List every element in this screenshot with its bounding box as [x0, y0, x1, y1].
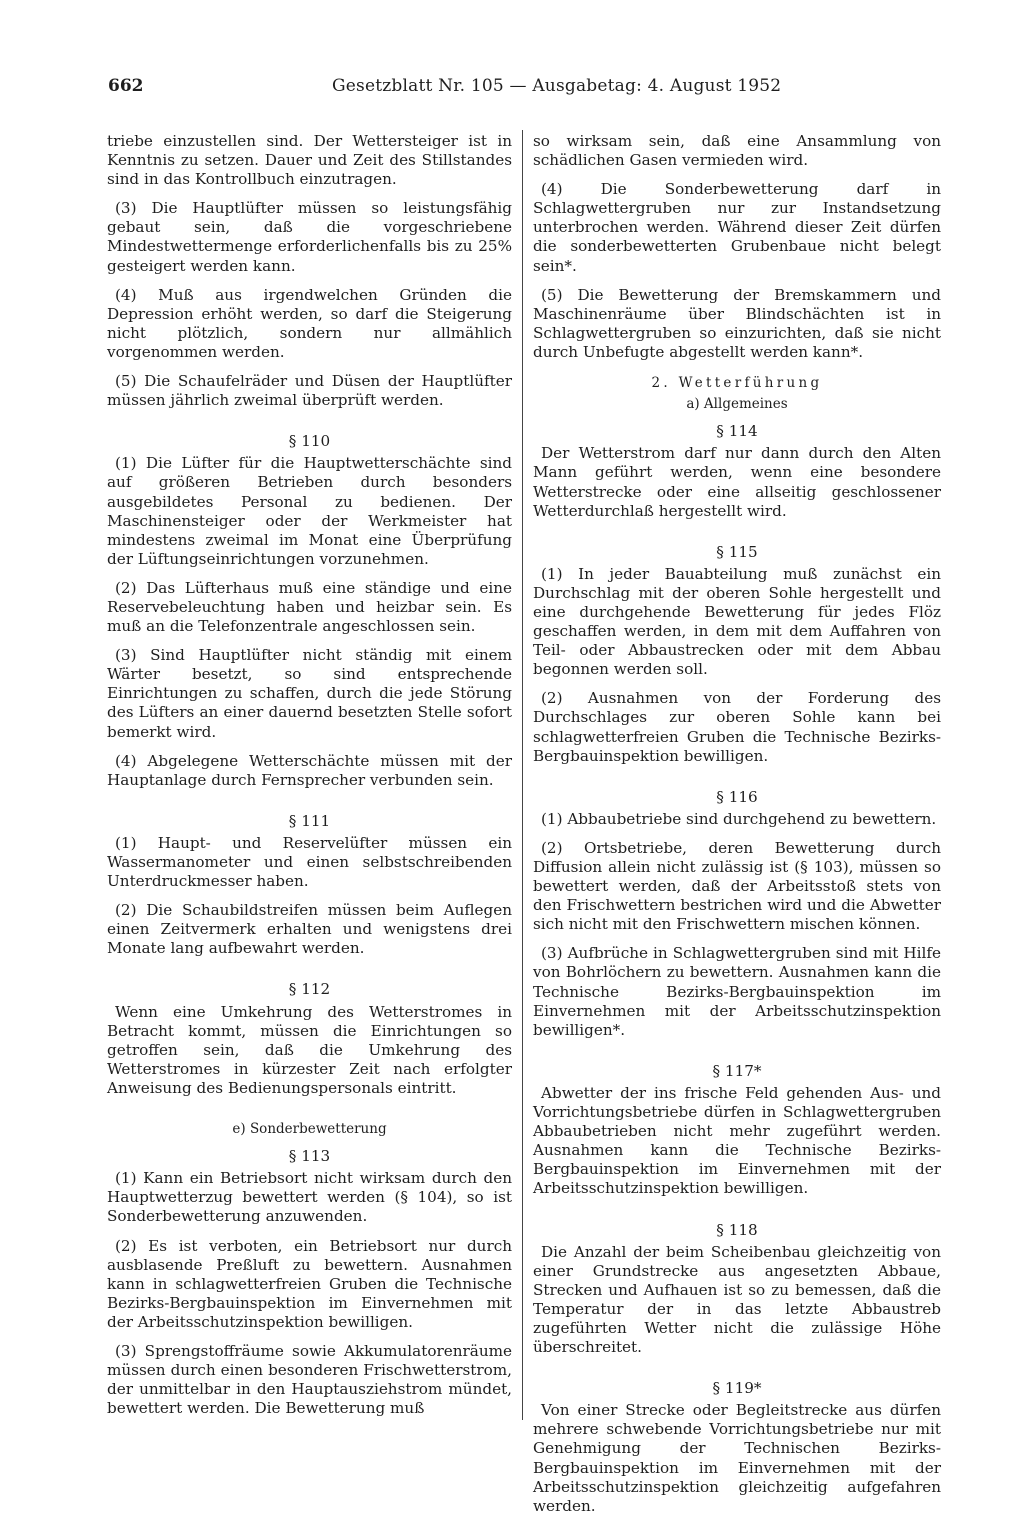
section-heading-114: § 114 [716, 422, 758, 441]
column-divider [522, 130, 523, 1420]
section-heading-110: § 110 [288, 432, 331, 451]
section-heading-116: § 116 [716, 787, 758, 806]
left-column [107, 132, 512, 1428]
section-heading-113: § 113 [288, 1147, 331, 1166]
page-number: 662 [108, 76, 144, 96]
paragraph-110-2: (2) Das Lüfterhaus muß eine ständige und eine Reservebeleuchtung haben und heizbar sein. Es muß an die Telefonzentrale angeschlossen sein. [107, 578, 512, 636]
paragraph-109-3: (3) Die Hauptlüfter müssen so leistungsfähig gebaut sein, daß die vorgeschriebene Mindestwettermenge erforderlichenfalls bis zu 25% gesteigert werden kann. [107, 199, 512, 275]
paragraph-109-5: (5) Die Schaufelräder und Düsen der Hauptlüfter müssen jährlich zweimal überprüft werden. [107, 372, 512, 410]
paragraph-116-1: (1) Abbaubetriebe sind durchgehend zu bewettern. [541, 809, 937, 828]
paragraph-113-2: (2) Es ist verboten, ein Betriebsort nur durch ausblasende Preßluft zu bewettern. Ausnahmen kann in schlagwetterfreien Gruben die Technische Bezirks-Bergbauinspektion im Einvernehmen mit der Arbeitsschutzinspektion bewilligen. [107, 1236, 512, 1331]
paragraph-111-2: (2) Die Schaubildstreifen müssen beim Auflegen einen Zeitvermerk erhalten und wenigstens drei Monate lang aufbewahrt werden. [107, 901, 512, 958]
paragraph-113-1: (1) Kann ein Betriebsort nicht wirksam durch den Hauptwetterzug bewettert werden (§ 104), so ist Sonderbewetterung anzuwenden. [107, 1169, 512, 1226]
paragraph-110-4: (4) Abgelegene Wetterschächte müssen mit der Hauptanlage durch Fernsprecher verbunden sein. [107, 751, 512, 789]
page-header [108, 76, 938, 104]
paragraph-112: Wenn eine Umkehrung des Wetterstromes in Betracht kommt, müssen die Einrichtungen so getroffen sein, daß die Umkehrung des Wetterstromes in kürzester Zeit nach erfolgter Anweisung des Bedienungspersonals eintritt. [107, 1002, 512, 1097]
section-heading-111: § 111 [288, 811, 331, 830]
subheading-sonderbewetterung: e) Sonderbewetterung [232, 1121, 387, 1138]
paragraph-116-3: (3) Aufbrüche in Schlagwettergruben sind mit Hilfe von Bohrlöchern zu bewettern. Ausnahmen kann die Technische Bezirks-Bergbauinspektion im Einvernehmen mit der Arbeitsschutzinspektion bewilligen*. [533, 944, 941, 1039]
paragraph-113-5: (5) Die Bewetterung der Bremskammern und Maschinenräume über Blindschächten ist in Schlagwettergruben so einzurichten, daß sie nicht durch Unbefugte abgestellt werden kann*. [533, 285, 941, 361]
right-column [533, 132, 941, 1526]
paragraph-110-3: (3) Sind Hauptlüfter nicht ständig mit einem Wärter besetzt, so sind entsprechende Einrichtungen zu schaffen, durch die jede Störung des Lüfters an einer dauernd besetzten Stelle sofort bemerkt wird. [107, 646, 512, 741]
paragraph-115-1: (1) In jeder Bauabteilung muß zunächst ein Durchschlag mit der oberen Sohle hergestellt und eine durchgehende Bewetterung für jedes Flöz geschaffen werden, in dem mit dem Auffahren von Teil- oder Abbaustrecken oder mit dem Abbau begonnen werden soll. [533, 564, 941, 679]
paragraph-110-1: (1) Die Lüfter für die Hauptwetterschächte sind auf größeren Betrieben durch besonders ausgebildetes Personal zu bedienen. Der Maschinensteiger oder der Werkmeister hat mindestens zweimal im Monat eine Überprüfung der Lüftungseinrichtungen vorzunehmen. [107, 454, 512, 568]
section-heading-117: § 117* [712, 1061, 762, 1080]
section-heading-112: § 112 [288, 980, 331, 999]
paragraph-113-3: (3) Sprengstoffräume sowie Akkumulatorenräume müssen durch einen besonderen Frischwetterstrom, der unmittelbar in den Hauptausziehstrom mündet, bewettert werden. Die Bewetterung muß [107, 1341, 512, 1418]
section-heading-115: § 115 [716, 542, 758, 561]
paragraph-114: Der Wetterstrom darf nur dann durch den Alten Mann geführt werden, wenn eine besondere Wetterstrecke oder eine allseitig geschlossener Wetterdurchlaß hergestellt wird. [533, 444, 941, 520]
paragraph-109-4: (4) Muß aus irgendwelchen Gründen die Depression erhöht werden, so darf die Steigerung nicht plötzlich, sondern nur allmählich vorgenommen werden. [107, 285, 512, 361]
paragraph-117: Abwetter der ins frische Feld gehenden Aus- und Vorrichtungsbetriebe dürfen in Schlagwettergruben Abbaubetrieben nicht mehr zugeführt werden. Ausnahmen kann die Technische Bezirks-Bergbauinspektion im Einvernehmen mit der Arbeitsschutzinspektion bewilligen. [533, 1083, 941, 1198]
subheading-allgemeines: a) Allgemeines [686, 396, 788, 413]
paragraph-continuation-right: so wirksam sein, daß eine Ansammlung von schädlichen Gasen vermieden wird. [533, 132, 941, 170]
paragraph-119: Von einer Strecke oder Begleitstrecke aus dürfen mehrere schwebende Vorrichtungsbetriebe nur mit Genehmigung der Technischen Bezirks-Bergbauinspektion im Einvernehmen mit der Arbeitsschutzinspektion gleichzeitig aufgefahren werden. [533, 1401, 941, 1515]
paragraph-113-4: (4) Die Sonderbewetterung darf in Schlagwettergruben nur zur Instandsetzung unterbrochen werden. Während dieser Zeit dürfen die sonderbewetterten Grubenbaue nicht belegt sein*. [533, 180, 941, 275]
paragraph-115-2: (2) Ausnahmen von der Forderung des Durchschlages zur oberen Sohle kann bei schlagwetterfreien Gruben die Technische Bezirks-Bergbauinspektion bewilligen. [533, 689, 941, 765]
paragraph-116-2: (2) Ortsbetriebe, deren Bewetterung durch Diffusion allein nicht zulässig ist (§ 103), müssen so bewettert werden, daß der Arbeitsstoß stets von den Frischwettern bestrichen wird und die Abwetter sich nicht mit den Frischwettern mischen können. [533, 838, 941, 934]
paragraph-111-1: (1) Haupt- und Reservelüfter müssen ein Wassermanometer und einen selbstschreibenden Unterdruckmesser haben. [107, 833, 512, 891]
paragraph-continuation: triebe einzustellen sind. Der Wettersteiger ist in Kenntnis zu setzen. Dauer und Zeit des Stillstandes sind in das Kontrollbuch einzutragen. [107, 132, 512, 189]
paragraph-118: Die Anzahl der beim Scheibenbau gleichzeitig von einer Grundstrecke aus angesetzten Abbaue, Strecken und Aufhauen ist so zu bemessen, daß die Temperatur der in das letzte Abbaustreb zugeführten Wetter nicht die zulässige Höhe überschreitet. [533, 1242, 941, 1357]
subheading-wetterfuehrung: 2. Wetterführung [651, 375, 823, 392]
section-heading-119: § 119* [712, 1379, 762, 1398]
section-heading-118: § 118 [716, 1220, 758, 1239]
header-title: Gesetzblatt Nr. 105 — Ausgabetag: 4. August 1952 [332, 76, 782, 96]
